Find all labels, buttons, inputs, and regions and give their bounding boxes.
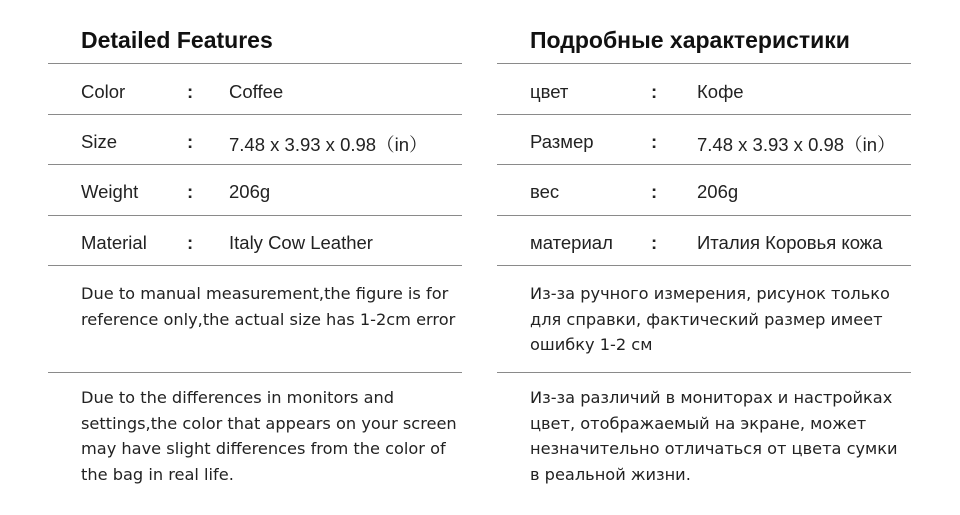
measurement-note: Из-за ручного измерения, рисунок только для справки, фактический размер имеет ошибку 1-2 см xyxy=(530,284,890,354)
spec-separator: : xyxy=(651,181,658,202)
spec-row-weight xyxy=(497,164,911,214)
spec-label: Material xyxy=(81,232,147,253)
spec-label: Weight xyxy=(81,181,139,202)
spec-row-material xyxy=(497,215,911,265)
color-note: Из-за различий в мониторах и настройках цвет, отображаемый на экране, может незначительно отличаться от цвета сумки в реальной жизни. xyxy=(530,388,898,484)
spec-value: 7.48 x 3.93 x 0.98（in） xyxy=(229,134,428,155)
spec-value: 7.48 x 3.93 x 0.98（in） xyxy=(697,134,896,155)
spec-separator: : xyxy=(187,181,194,202)
divider xyxy=(497,372,911,373)
features-title: Detailed Features xyxy=(81,27,273,53)
spec-separator: : xyxy=(651,131,658,152)
spec-row-weight xyxy=(48,164,462,214)
spec-value: 206g xyxy=(229,181,271,202)
spec-row-color xyxy=(497,64,911,114)
spec-label: цвет xyxy=(530,81,569,102)
spec-row-size xyxy=(48,114,462,164)
spec-row-color xyxy=(48,64,462,114)
spec-value: 206g xyxy=(697,181,739,202)
spec-value: Кофе xyxy=(697,81,744,102)
spec-label: материал xyxy=(530,232,613,253)
spec-row-size xyxy=(497,114,911,164)
divider xyxy=(48,372,462,373)
divider xyxy=(497,265,911,266)
divider xyxy=(48,265,462,266)
spec-value: Italy Cow Leather xyxy=(229,232,373,253)
spec-label: вес xyxy=(530,181,560,202)
features-title: Подробные характеристики xyxy=(530,27,850,53)
measurement-note: Due to manual measurement,the figure is for reference only,the actual size has 1-2cm error xyxy=(81,284,456,329)
spec-label: Размер xyxy=(530,131,594,152)
spec-value: Италия Коровья кожа xyxy=(697,232,883,253)
spec-value: Coffee xyxy=(229,81,284,102)
spec-label: Color xyxy=(81,81,126,102)
spec-separator: : xyxy=(187,232,194,253)
spec-separator: : xyxy=(187,81,194,102)
spec-separator: : xyxy=(651,81,658,102)
color-note: Due to the differences in monitors and settings,the color that appears on your screen may have slight differences from the color of the bag in real life. xyxy=(81,388,457,484)
spec-separator: : xyxy=(651,232,658,253)
spec-separator: : xyxy=(187,131,194,152)
spec-label: Size xyxy=(81,131,117,152)
spec-row-material xyxy=(48,215,462,265)
